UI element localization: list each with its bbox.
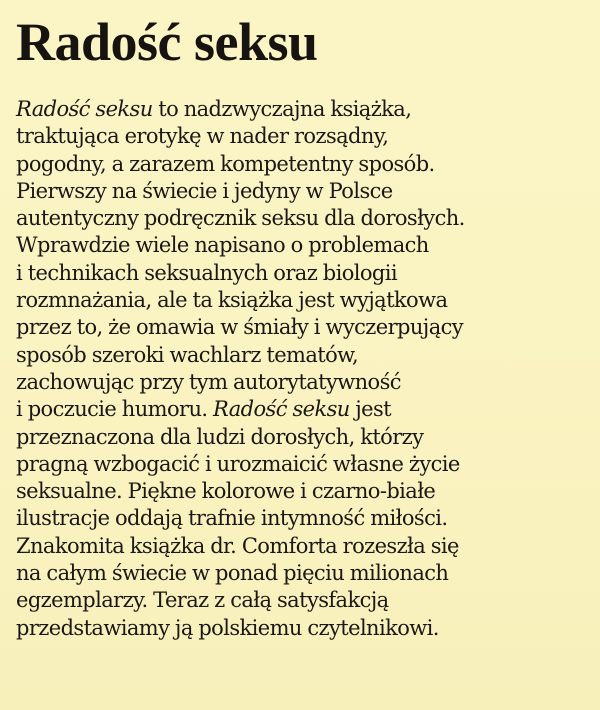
text-line bbox=[16, 451, 596, 478]
text-run: przedstawiamy ją polskiemu czytelnikowi. bbox=[16, 615, 439, 640]
book-title-italic: Radość seksu bbox=[16, 97, 153, 121]
text-run: jest bbox=[349, 397, 392, 422]
text-line bbox=[16, 96, 596, 123]
page-title: Radość seksu bbox=[16, 12, 318, 72]
text-run: seksualne. Piękne kolorowe i czarno-białe bbox=[16, 479, 436, 504]
text-run: pragną wzbogacić i urozmaicić własne życie bbox=[16, 451, 460, 476]
text-line bbox=[16, 151, 596, 178]
text-run: pogodny, a zarazem kompetentny sposób. bbox=[16, 151, 435, 176]
text-run: to nadzwyczajna książka, bbox=[152, 97, 412, 121]
text-run: egzemplarzy. Teraz z całą satysfakcją bbox=[16, 588, 389, 613]
text-run: ilustracje oddają trafnie intymność miłości. bbox=[16, 506, 448, 531]
blurb-paragraph bbox=[16, 96, 596, 642]
text-run: sposób szeroki wachlarz tematów, bbox=[16, 342, 359, 367]
text-run: Wprawdzie wiele napisano o problemach bbox=[16, 233, 429, 258]
text-run: autentyczny podręcznik seksu dla dorosłych. bbox=[16, 206, 465, 231]
text-line bbox=[16, 314, 596, 341]
text-line bbox=[16, 287, 596, 314]
text-line bbox=[16, 615, 596, 642]
text-run: na całym świecie w ponad pięciu milionach bbox=[16, 561, 449, 586]
text-line bbox=[16, 424, 596, 451]
text-line bbox=[16, 505, 596, 532]
text-line bbox=[16, 587, 596, 614]
text-line bbox=[16, 478, 596, 505]
text-run: i technikach seksualnych oraz biologii bbox=[16, 260, 397, 285]
text-line bbox=[16, 178, 596, 205]
text-run: przeznaczona dla ludzi dorosłych, którzy bbox=[16, 424, 424, 449]
text-line bbox=[16, 533, 596, 560]
text-line bbox=[16, 369, 596, 396]
book-title-italic: Radość seksu bbox=[213, 397, 350, 422]
text-line bbox=[16, 396, 596, 423]
text-line bbox=[16, 260, 596, 287]
text-line bbox=[16, 205, 596, 232]
text-line bbox=[16, 232, 596, 259]
text-run: Znakomita książka dr. Comforta rozeszła się bbox=[16, 533, 459, 558]
text-run: zachowując przy tym autorytatywność bbox=[16, 369, 401, 394]
text-run: i poczucie humoru. bbox=[16, 397, 214, 422]
text-run: rozmnażania, ale ta książka jest wyjątkowa bbox=[16, 288, 448, 313]
text-run: przez to, że omawia w śmiały i wyczerpujący bbox=[16, 315, 464, 340]
text-run: traktująca erotykę w nader rozsądny, bbox=[16, 124, 389, 149]
text-line bbox=[16, 560, 596, 587]
text-line bbox=[16, 123, 596, 150]
text-line bbox=[16, 342, 596, 369]
text-run: Pierwszy na świecie i jedyny w Polsce bbox=[16, 178, 393, 203]
